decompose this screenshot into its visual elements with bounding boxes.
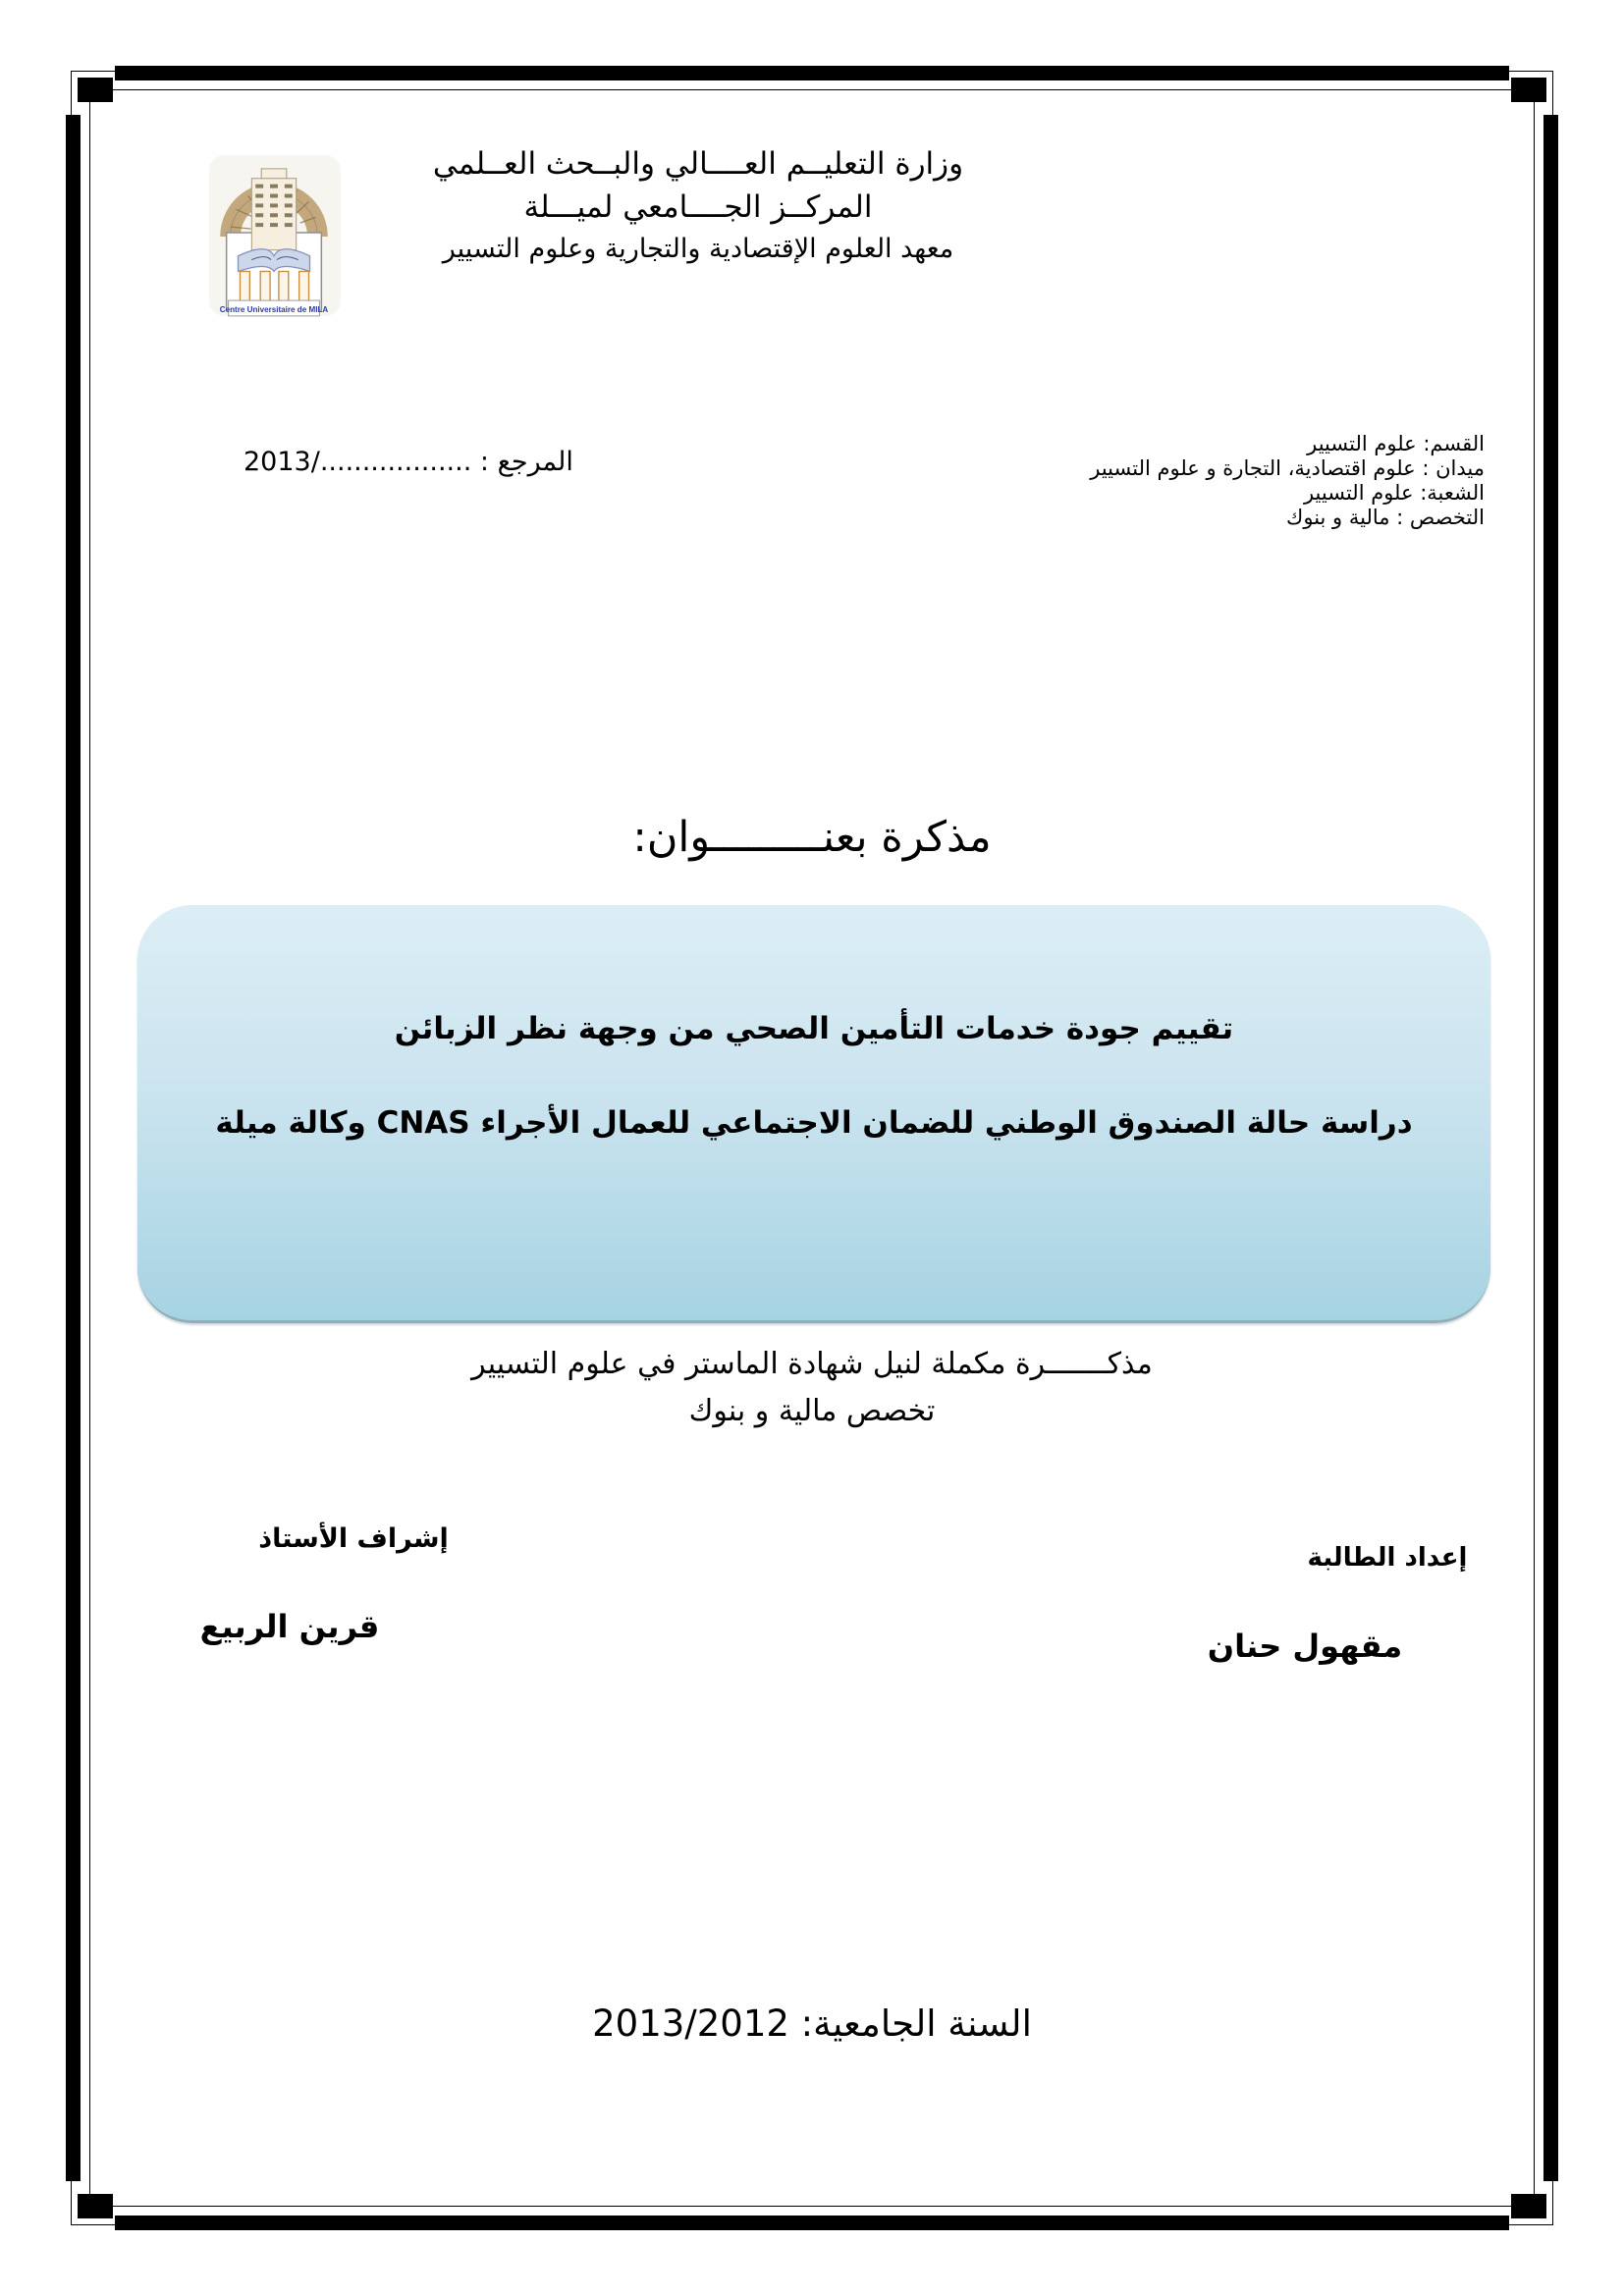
ministry-line: وزارة التعليــم العــــالي والبــحث العــلمي [432, 146, 964, 182]
degree-line: مذكـــــــرة مكملة لنيل شهادة الماستر في علوم التسيير [471, 1347, 1153, 1381]
supervisor-label: إشراف الأستاذ [258, 1523, 449, 1554]
frame-band-bottom [115, 2216, 1509, 2230]
thesis-title-main: تقييم جودة خدمات التأمين الصحي من وجهة نظر الزبائن [394, 1011, 1234, 1046]
speciality-degree-line: تخصص مالية و بنوك [688, 1394, 936, 1428]
speciality-line: التخصص : مالية و بنوك [1286, 506, 1485, 529]
memo-heading: مذكرة بعنـــــــــوان: [632, 813, 992, 862]
supervisor-name: قرين الربيع [199, 1608, 380, 1645]
frame-corner-top-right [1511, 78, 1546, 102]
reference-number: المرجع : ................../2013 [244, 447, 573, 477]
department-info [1090, 432, 1485, 530]
university-center-line: المركــز الجــــامعي لميـــلة [523, 189, 873, 225]
institution-header [89, 142, 1307, 270]
institute-line: معهد العلوم الإقتصادية والتجارية وعلوم التسيير [442, 234, 954, 264]
frame-band-left [66, 115, 81, 2181]
academic-year: السنة الجامعية: 2013/2012 [592, 2002, 1032, 2045]
student-label: إعداد الطالبة [1307, 1543, 1468, 1573]
thesis-title-case-study: دراسة حالة الصندوق الوطني للضمان الاجتماعي للعمال الأجراء CNAS وكالة ميلة [215, 1105, 1413, 1141]
degree-statement [0, 1341, 1624, 1435]
field-line: ميدان : علوم اقتصادية، التجارة و علوم التسيير [1090, 456, 1485, 480]
frame-corner-bottom-right [1511, 2194, 1546, 2218]
logo-caption: Centre Universitaire de MILA [219, 304, 329, 314]
frame-band-top [115, 66, 1509, 80]
student-name: مقهول حنان [1207, 1628, 1403, 1665]
department-line: القسم: علوم التسيير [1307, 432, 1485, 455]
thesis-title-box [137, 905, 1490, 1323]
frame-band-right [1543, 115, 1558, 2181]
frame-corner-bottom-left [78, 2194, 113, 2218]
frame-corner-top-left [78, 78, 113, 102]
branch-line: الشعبة: علوم التسيير [1303, 481, 1485, 505]
